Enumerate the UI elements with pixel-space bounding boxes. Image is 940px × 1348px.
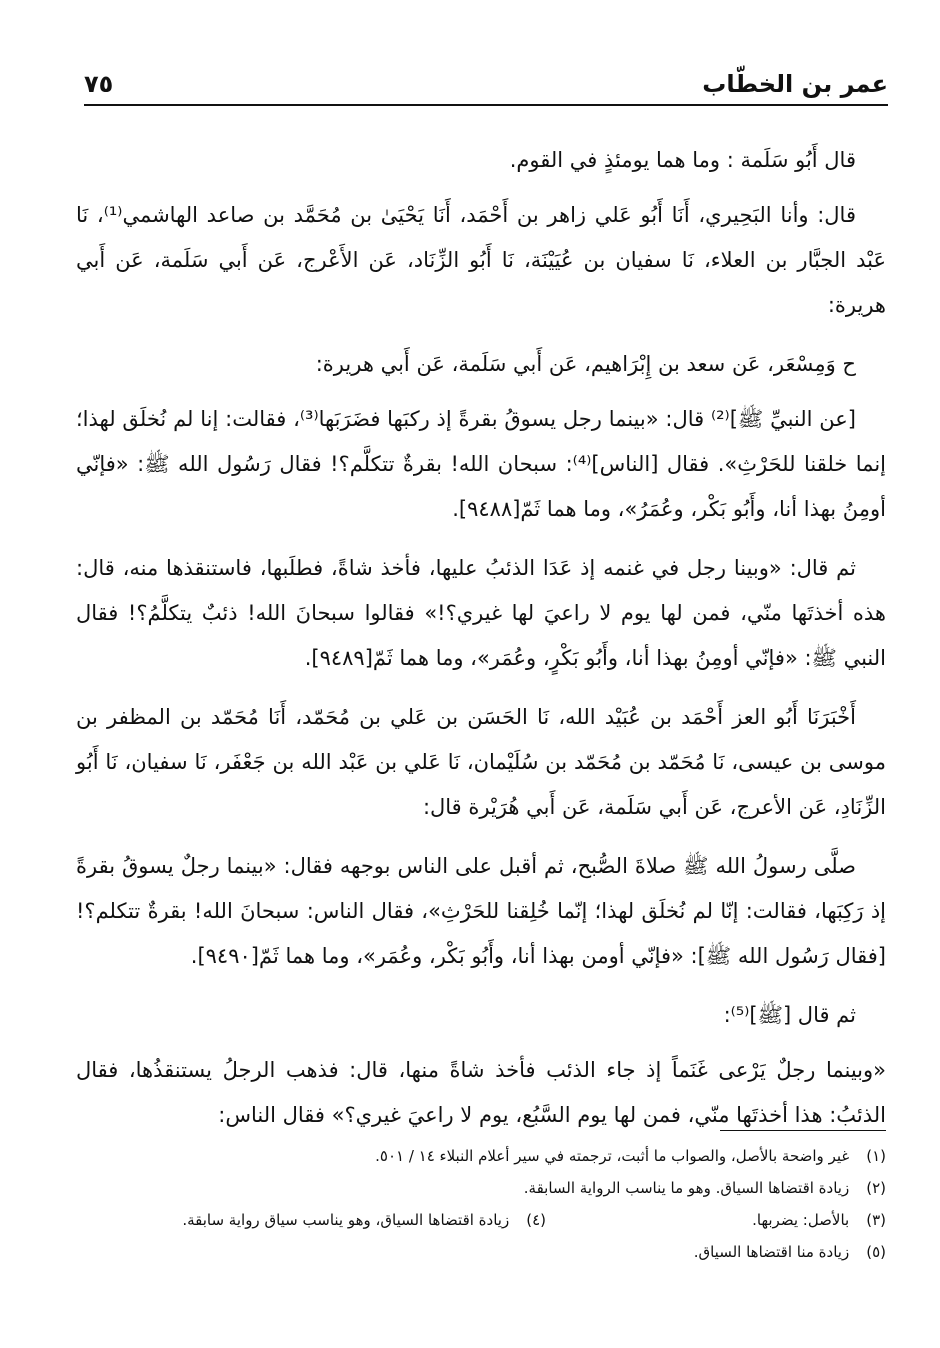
paragraph-7: صلَّى رسولُ الله ﷺ صلاةَ الصُّبح، ثم أقبل على الناس بوجهه فقال: «بينما رجلٌ يسوقُ بقرةً إذ رَكِبَها، فقالت: إنّا لم نُخلَق لهذا؛ إنّما خُلِقنا للحَرْثِ»، فقال الناس: سبحانَ الله! بقرةٌ تتكلم؟! [فقال رَسُول الله ﷺ]: «فإنّي أومن بهذا أنا، وأَبُو بَكْر، وعُمَر»، وما هما ثَمّ[٩٤٩٠]. [76, 854, 886, 968]
footnote-number: (١) [866, 1147, 886, 1165]
footnote-row-3-4 [80, 1204, 886, 1236]
paragraph-6: أَخْبَرَنَا أَبُو العز أَحْمَد بن عُبَيْد الله، نَا الحَسَن بن عَلي بن مُحَمّد، أَنَا مُحَمّد بن المظفر بن موسى بن عيسى، نَا مُحَمّد بن مُحَمّد بن سُلَيْمان، نَا عَلي بن عَبْد الله بن جَعْفَر، نَا سفيان، نَا أَبُو الزِّنَادِ، عَن الأعرج، عَن أَبي سَلَمة، عَن أَبي هُرَيْرة قال: [76, 705, 886, 819]
running-title: عمر بن الخطّاب [702, 70, 888, 98]
main-text [76, 138, 886, 1152]
paragraph-9: «وبينما رجلٌ يَرْعى غَنَماً إذ جاء الذئب فأخذ شاةً منها، قال: فذهب الرجلُ يستنقذُها، فقال الذئبُ: هذا أخذتَها منّي، فمن لها يوم السَّبُع، يوم لا راعيَ غيري؟» فقال الناس: [76, 1058, 886, 1127]
footnote-2 [80, 1172, 886, 1204]
footnote-number: (٢) [866, 1179, 886, 1197]
paragraph-3: ح وَمِسْعَر، عَن سعد بن إِبْرَاهيم، عَن أَبي سَلَمة، عَن أَبي هريرة: [315, 352, 856, 376]
footnote-text: بالأصل: يضربها. [752, 1211, 850, 1229]
paragraph-1: قال أَبُو سَلَمة : وما هما يومئذٍ في القوم. [509, 148, 856, 172]
footnote-1 [80, 1140, 886, 1172]
footnote-number: (٥) [866, 1243, 886, 1261]
footnote-number: (٣) [866, 1211, 886, 1229]
footnote-number: (٤) [526, 1211, 546, 1229]
footnote-rule [720, 1130, 886, 1131]
footnote-text: زيادة اقتضاها السياق. وهو ما يناسب الرواية السابقة. [523, 1179, 850, 1197]
paragraph-2: قال: وأنا البَحِيري، أَنَا أَبُو عَلي زاهر بن أَحْمَد، أَنَا يَحْيَىٰ بن مُحَمَّد بن صاعد الهاشمي⁽¹⁾، نَا عَبْد الجبَّار بن العلاء، نَا سفيان بن عُيَيْنَة، نَا أَبُو الزِّنَاد، عَن الأَعْرج، عَن أَبي سَلَمة، عَن أَبي هريرة: [76, 203, 886, 317]
paragraph-5: ثم قال: «وبينا رجل في غنمه إذ عَدَا الذئبُ عليها، فأخذ شاةً، فطلَبها، فاستنقذها منه، قال: هذه أخذتَها منّي، فمن لها يوم لا راعيَ لها غيري؟!» فقالوا سبحانَ الله! ذئبٌ يتكلَّمُ؟! فقال النبي ﷺ: «فإنّي أومِنُ بهذا أنا، وأَبُو بَكْرٍ، وعُمَر»، وما هما ثَمّ[٩٤٨٩]. [76, 556, 886, 670]
footnote-text: زيادة منا اقتضاها السياق. [693, 1243, 850, 1261]
footnote-5 [80, 1236, 886, 1268]
paragraph-4: [عن النبيِّ ﷺ]⁽²⁾ قال: «بينما رجل يسوقُ بقرةً إذ ركبَها فضَرَبَها⁽³⁾، فقالت: إنا لم نُخلَق لهذا؛ إنما خلقنا للحَرْثِ». فقال [الناس]⁽⁴⁾: سبحان الله! بقرةٌ تتكلَّم؟! فقال رَسُول الله ﷺ: «فإنّي أومِنُ بهذا أنا، وأَبُو بَكْر، وعُمَرُ»، وما هما ثَمّ[٩٤٨٨]. [76, 407, 886, 521]
page-header [84, 62, 888, 106]
footnote-4 [182, 1204, 546, 1236]
page-number: ٧٥ [84, 70, 114, 98]
footnote-text: غير واضحة بالأصل، والصواب ما أثبت، ترجمته في سير أعلام النبلاء ١٤ / ٥٠١. [375, 1147, 850, 1165]
footnote-3 [546, 1204, 886, 1236]
paragraph-8: ثم قال [ﷺ]⁽⁵⁾: [723, 1003, 856, 1027]
footnotes [80, 1140, 886, 1268]
footnote-text: زيادة اقتضاها السياق، وهو يناسب سياق رواية سابقة. [182, 1211, 510, 1229]
header-rule [84, 104, 888, 106]
